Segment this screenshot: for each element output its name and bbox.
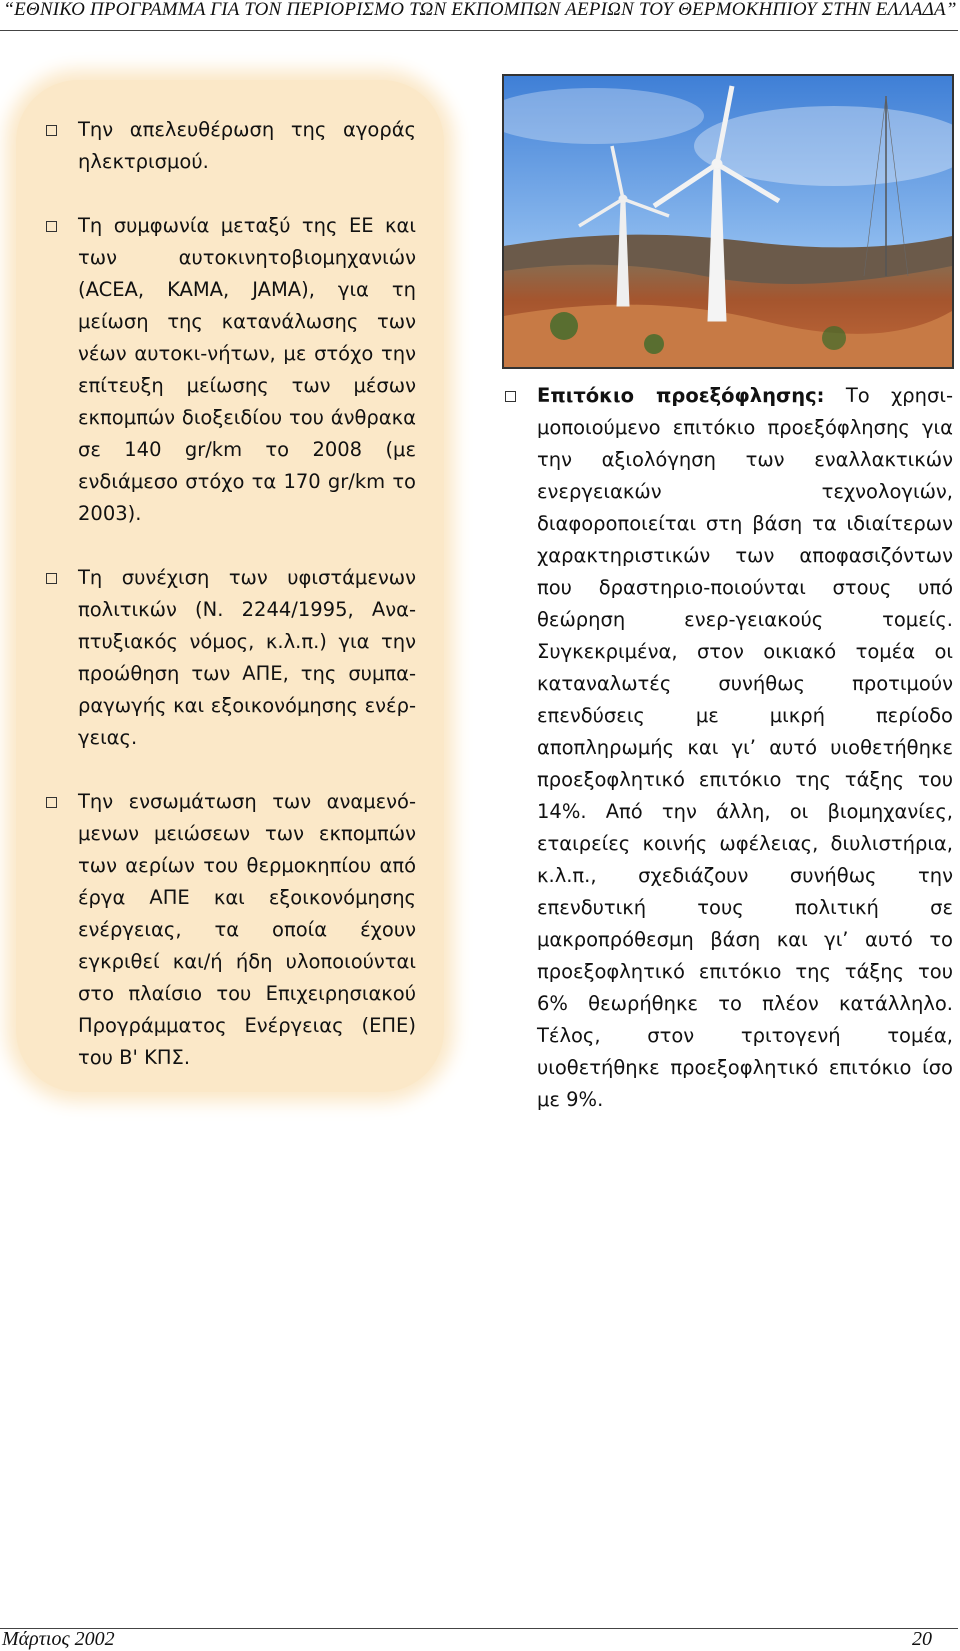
hollow-square-icon <box>46 797 57 808</box>
list-item <box>505 380 953 1116</box>
hollow-square-icon <box>505 391 516 402</box>
list-item-text: Τη συνέχιση των υφιστάμενων πολιτικών (Ν. 2244/1995, Ανα-πτυξιακός νόμος, κ.λ.π.) για την προώθηση των ΑΠΕ, της συμπα-ραγωγής και εξοικονόμησης ενέρ-γειας. <box>78 566 416 749</box>
list-item <box>46 210 416 530</box>
hollow-square-icon <box>46 221 57 232</box>
header-rule <box>0 30 958 31</box>
list-item-text: Τη συμφωνία μεταξύ της ΕΕ και των αυτοκινητοβιομηχανιών (ACEA, KAMA, JAMA), για τη μείωση της κατανάλωσης των νέων αυτοκι-νήτων, με στόχο την επίτευξη μείωσης των μέσων εκπομπών διοξειδίου του άνθρακα σε 140 gr/km το 2008 (με ενδιάμεσο στόχο τα 170 gr/km το 2003). <box>78 214 416 525</box>
page-number: 20 <box>912 1628 932 1650</box>
item-lead: Επιτόκιο προεξόφλησης: <box>537 384 825 407</box>
list-item <box>46 114 416 178</box>
list-item <box>46 562 416 754</box>
list-item-text: Την ενσωμάτωση των αναμενό-μενων μειώσεων των εκπομπών των αερίων του θερμοκηπίου από έργα ΑΠΕ και εξοικονόμησης ενέργειας, τα οποία έχουν εγκριθεί και/ή ήδη υλοποιούνται στο πλαίσιο του Επιχειρησιακού Προγράμματος Ενέργειας (ΕΠΕ) του Β' ΚΠΣ. <box>78 790 416 1069</box>
page-header: “ΕΘΝΙΚΟ ΠΡΟΓΡΑΜΜΑ ΓΙΑ ΤΟΝ ΠΕΡΙΟΡΙΣΜΟ ΤΩΝ ΕΚΠΟΜΠΩΝ ΑΕΡΙΩΝ ΤΟΥ ΘΕΡΜΟΚΗΠΙΟΥ ΣΤΗΝ ΕΛΛΑΔΑ” <box>3 0 957 20</box>
item-text: Το χρησι-μοποιούμενο επιτόκιο προεξόφλησης για την αξιολόγηση των εναλλακτικών ενεργειακών τεχνολογιών, διαφοροποιείται στη βάση τα ιδιαίτερων χαρακτηριστικών των αποφασιζόντων που δραστηριο-ποιούνται στους υπό θεώρηση ενερ-γειακούς τομείς. Συγκεκριμένα, στον οικιακό τομέα οι καταναλωτές συνήθως προτιμούν επενδύσεις με μικρή περίοδο αποπληρωμής και γι’ αυτό υιοθετήθηκε προεξοφλητικό επιτόκιο της τάξης του 14%. Από την άλλη, οι βιομηχανίες, εταιρείες κοινής ωφέλειας, διυλιστήρια, κ.λ.π., σχεδιάζουν συνήθως την επενδυτική τους πολιτική σε μακροπρόθεσμη βάση και γι’ αυτό το προεξοφλητικό επιτόκιο της τάξης του 6% θεωρήθηκε το πλέον κατάλληλο. Τέλος, στον τριτογενή τομέα, υιοθετήθηκε προεξοφλητικό επιτόκιο ίσο με 9%. <box>537 384 954 1111</box>
footer-rule <box>0 1628 958 1629</box>
list-item-text: Την απελευθέρωση της αγοράς ηλεκτρισμού. <box>78 118 416 173</box>
left-column <box>46 114 416 1106</box>
right-column <box>505 380 953 1148</box>
footer-date: Μάρτιος 2002 <box>2 1628 115 1650</box>
wind-turbines-illustration <box>504 76 952 367</box>
list-item <box>46 786 416 1074</box>
hollow-square-icon <box>46 125 57 136</box>
wind-turbines-photo <box>502 74 954 369</box>
hollow-square-icon <box>46 573 57 584</box>
